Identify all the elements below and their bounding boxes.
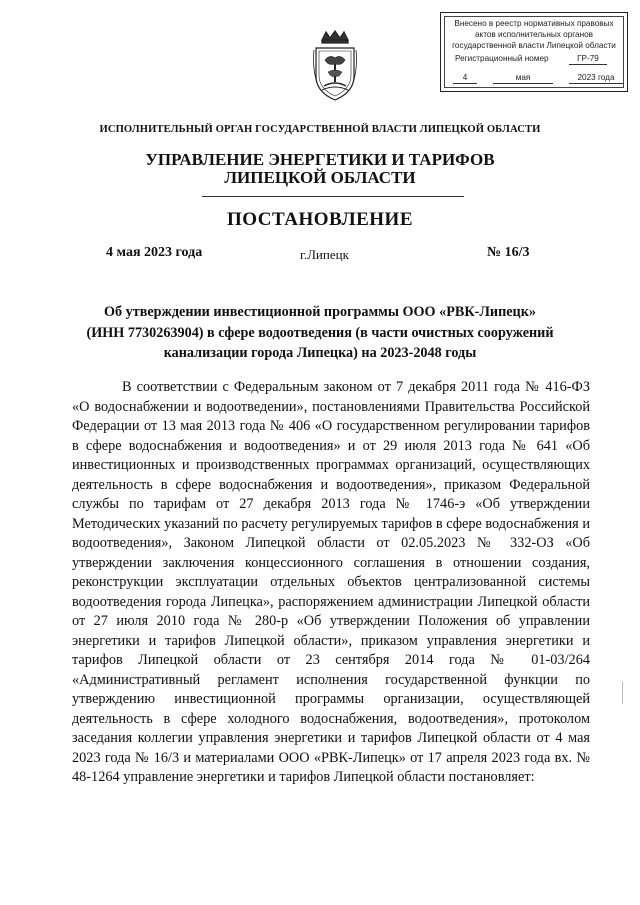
document-body-paragraph: В соответствии с Федеральным законом от 7 декабря 2011 года № 416-ФЗ «О водоснабжении и водоотведении», постановлениями Правительства Российской Федерации от 13 мая 2013 года № 406 «О государственном регулировании тарифов в сфере водоснабжения и водоотведения» и от 29 июля 2013 года № 641 «Об инвестиционных и производственных программах организаций, осуществляющих деятельность в сфере водоснабжения и водоотведения», приказом Федеральной службы по тарифам от 27 декабря 2013 года № 1746-э «Об утверждении Методических указаний по расчету регулируемых тарифов в сфере водоснабжения и водоотведения», Законом Липецкой области от 02.05.2023 № 332-ОЗ «Об утверждении заключения концессионного соглашения в отношении создания, реконструкции эксплуатации отдельных объектов централизованной системы водоотведения города Липецка», распоряжением администрации Липецкой области от 27 июля 2010 года № 280-р «Об утверждении Положения об управлении энергетики и тарифов Липецкой области», приказом управления энергетики и тарифов Липецкой области от 23 сентября 2014 года № 01-03/264 «Административный регламент исполнения государственной функции по утверждению инвестиционной программы организации, осуществляющей деятельность в сфере холодного водоснабжения, водоотведения», протоколом заседания коллегии управления энергетики и тарифов Липецкой области от 4 мая 2023 года № 16/3 и материалами ООО «РВК-Липецк» от 17 апреля 2023 года вх. № 48-1264 управление энергетики и тарифов Липецкой области постановляет:	[72, 379, 590, 785]
stamp-line-2: актов исполнительных органов	[474, 30, 594, 39]
stamp-month: мая	[493, 73, 553, 84]
department-name-line-2: ЛИПЕЦКОЙ ОБЛАСТИ	[224, 168, 416, 187]
registry-stamp	[440, 12, 628, 92]
document-city: г.Липецк	[300, 247, 349, 262]
stamp-line-3: государственной власти Липецкой области	[452, 41, 616, 50]
margin-mark	[622, 682, 623, 704]
stamp-year: 2023 года	[569, 73, 623, 84]
document-date: 4 мая 2023 года	[106, 245, 203, 260]
stamp-reg-number: ГР-79	[569, 54, 607, 65]
organization-name: ИСПОЛНИТЕЛЬНЫЙ ОРГАН ГОСУДАРСТВЕННОЙ ВЛАСТИ ЛИПЕЦКОЙ ОБЛАСТИ	[99, 124, 541, 135]
stamp-line-1: Внесено в реестр нормативных правовых	[454, 19, 614, 28]
document-number: № 16/3	[487, 245, 530, 260]
title-line-1: Об утверждении инвестиционной программы ООО «РВК-Липецк»	[103, 304, 537, 320]
document-type: ПОСТАНОВЛЕНИЕ	[226, 209, 414, 230]
stamp-day: 4	[453, 73, 477, 84]
coat-of-arms-icon	[312, 30, 358, 102]
stamp-reg-label: Регистрационный номер	[455, 54, 549, 63]
title-line-2: (ИНН 7730263904) в сфере водоотведения (в части очистных сооружений	[86, 324, 554, 341]
department-name-line-1: УПРАВЛЕНИЕ ЭНЕРГЕТИКИ И ТАРИФОВ	[145, 150, 495, 169]
header-divider	[202, 196, 464, 197]
document-title	[0, 302, 640, 364]
title-line-3: канализации города Липецка) на 2023-2048 годы	[163, 345, 477, 361]
